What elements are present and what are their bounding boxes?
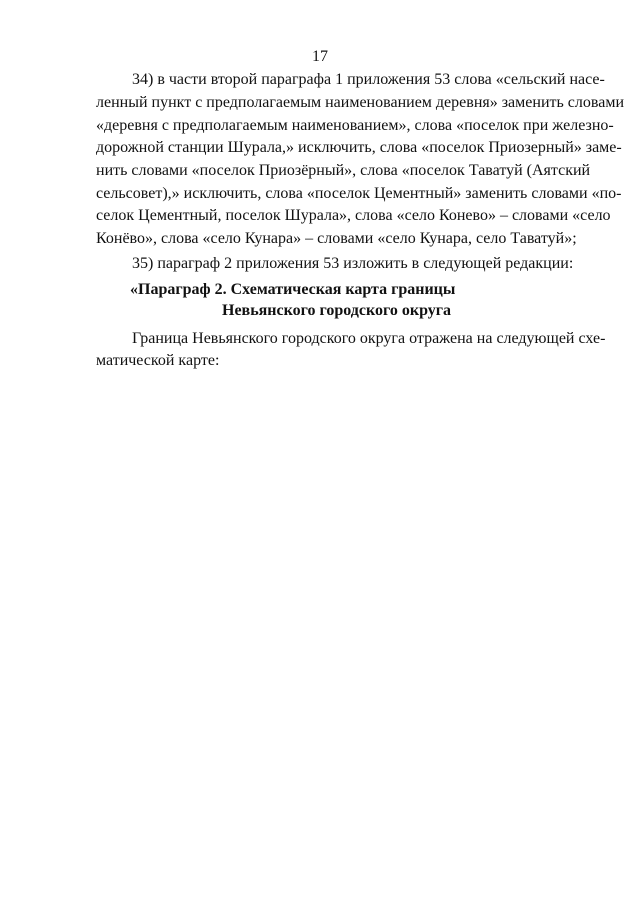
text-line: Конёво», слова «село Кунара» – словами «село Кунара, село Таватуй»; <box>96 230 577 247</box>
text-line: нить словами «поселок Приозёрный», слова «поселок Таватуй (Аятский <box>96 162 591 179</box>
text-line: ленный пункт с предполагаемым наименованием деревня» заменить словами <box>96 94 625 111</box>
text-line: дорожной станции Шурала,» исключить, слова «поселок Приозерный» заме- <box>96 139 622 156</box>
page-number: 17 <box>312 48 328 65</box>
text-line: матической карте: <box>96 352 220 369</box>
text-line: «деревня с предполагаемым наименованием», слова «поселок при железно- <box>96 117 614 134</box>
text-line: селок Цементный, поселок Шурала», слова «село Конево» – словами «село <box>96 207 611 224</box>
section-heading-line-2: Невьянского городского округа <box>222 302 452 319</box>
item-35-paragraph: 35) параграф 2 приложения 53 изложить в следующей редакции: <box>132 255 574 272</box>
text-line: Граница Невьянского городского округа отражена на следующей схе- <box>132 330 606 347</box>
section-heading-line-1: «Параграф 2. Схематическая карта границы <box>130 281 456 298</box>
text-line: сельсовет),» исключить, слова «поселок Цементный» заменить словами «по- <box>96 185 622 202</box>
text-line: 34) в части второй параграфа 1 приложения 53 слова «сельский насе- <box>132 71 605 88</box>
